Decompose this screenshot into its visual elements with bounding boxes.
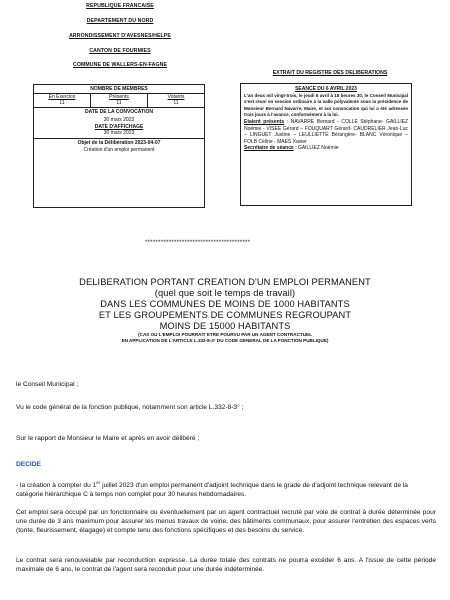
body-creation bbox=[16, 478, 436, 499]
members-votants-label: Votants bbox=[167, 94, 185, 101]
body-conseil: le Conseil Municipal ; bbox=[16, 381, 79, 388]
creation-text-b: juillet 2023 d'un emploi permanent d'adjoint technique dans le grade de d'adjoint technique relevant de la catégorie hiérarchique C à temps non complet pour 30 heures hebdomadaires. bbox=[16, 482, 408, 499]
secretary-label: Secrétaire de séance bbox=[244, 145, 294, 152]
members-votants-value: 11 bbox=[173, 100, 179, 107]
header-republique: REPUBLIQUE FRANCAISE bbox=[86, 3, 154, 9]
title-small-2: EN APPLICATION DE L'ARTICLE L.332-8-3° DU CODE GENERAL DE LA FONCTION PUBLIQUE) bbox=[121, 338, 329, 344]
seance-secretary bbox=[244, 145, 408, 152]
members-exercice-value: 11 bbox=[59, 100, 65, 107]
deliberation-object-desc: Création d'un emploi permanent bbox=[83, 146, 155, 153]
convocation-label: DATE DE LA CONVOCATION bbox=[85, 108, 153, 115]
members-col-votants bbox=[148, 94, 204, 106]
members-presents-label: Présents bbox=[109, 94, 129, 101]
header-commune: COMMUNE DE WALLERS-EN-FAGNE bbox=[72, 62, 168, 68]
creation-text-sup: er bbox=[96, 480, 101, 485]
convocation-date: 30 mars 2023 bbox=[103, 116, 135, 123]
title-line-4: ET LES GROUPEMENTS DE COMMUNES REGROUPANT bbox=[98, 310, 352, 320]
title-small-1: (CAS OU L'EMPLOI POURRAIT ETRE POURVU PAR UN AGENT CONTRACTUEL bbox=[138, 332, 312, 337]
members-box bbox=[33, 84, 205, 208]
seance-body: L'an deux mil vingt-trois, le jeudi 6 avril à 18 heures 30, le Conseil Municipal s'est réuni en session ordinaire à la salle polyvalente sous la présidence de Monsieur Bernard Navarre, Maire, et sur convocation qui lui a été adressée trois jours à l'avance, conformément à la loi. bbox=[244, 92, 408, 118]
title-line-3: DANS LES COMMUNES DE MOINS DE 1000 HABITANTS bbox=[100, 299, 350, 309]
deliberation-object: Objet de la Délibération 2023-04-07 bbox=[77, 140, 161, 147]
title-line-2: (quel que soit le temps de travail) bbox=[154, 288, 296, 298]
header-canton: CANTON DE FOURMIES bbox=[89, 48, 151, 54]
members-exercice-label: En Exercice bbox=[48, 94, 76, 101]
body-vu: Vu le code général de la fonction publique, notamment son article L.332-8-3° ; bbox=[16, 404, 244, 411]
affichage-label: DATE D'AFFICHAGE bbox=[94, 124, 144, 131]
body-renouvelable: Le contrat sera renouvelable par reconduction expresse. La durée totale des contrats ne pourra excéder 6 ans. A l'issue de cette période maximale de 6 ans, le contrat de l'agent sera reconduit pour une durée indéterminée. bbox=[16, 557, 436, 573]
seance-title: SEANCE DU 6 AVRIL 2023 bbox=[295, 86, 357, 92]
deliberation-title-block bbox=[40, 277, 410, 344]
seance-present bbox=[244, 119, 408, 145]
affichage-date: 30 mars 2023 bbox=[103, 130, 135, 137]
members-presents-value: 11 bbox=[116, 100, 122, 107]
members-col-exercice bbox=[34, 94, 91, 106]
registry-extract-title: EXTRAIT DU REGISTRE DES DELIBERATIONS bbox=[272, 70, 388, 76]
body-decide: DECIDE bbox=[16, 461, 41, 468]
body-rapport: Sur le rapport de Monsieur le Maire et après en avoir délibéré ; bbox=[16, 435, 200, 442]
members-title: NOMBRE DE MEMBRES bbox=[34, 85, 204, 94]
members-col-presents bbox=[91, 94, 148, 106]
header-departement: DEPARTEMENT DU NORD bbox=[86, 18, 154, 24]
seance-box bbox=[240, 83, 412, 206]
title-line-1: DELIBERATION PORTANT CREATION D'UN EMPLOI PERMANENT bbox=[79, 277, 371, 287]
separator-stars: **************************************** bbox=[145, 240, 251, 246]
header-arrondissement: ARRONDISSEMENT D'AVESNES/HELPE bbox=[69, 33, 171, 39]
secretary-name: : GAILLIEZ Noémie bbox=[293, 145, 339, 152]
body-occupation: Cet emploi sera occupé par un fonctionnaire ou éventuellement par un agent contractuel recruté par voie de contrat à durée déterminée pour une durée de 3 ans maximum pour assurer les menus travaux de voirie, des bâtiments communaux, pour assurer l'entretien des espaces verts (tonte, fleurissement, élagage) et compte tenu des fonctions spécifiques et des besoins du service. bbox=[16, 509, 436, 534]
title-line-5: MOINS DE 15000 HABITANTS bbox=[159, 321, 291, 331]
present-names: : NAVARRE Bernard - COLLE Stéphane- GAILLIEZ Noémie - VISEE Gérard – FOUQUART Gérard- CAUDRELIER Jean-Luc – LINGUET Justine – LEULLIETTE Bérangère- BLANC Véronique – FOLB Céline - MAES Xavier bbox=[244, 118, 409, 145]
present-label: Etaient présents bbox=[244, 118, 285, 125]
creation-text-a: - la création à compter du 1 bbox=[16, 482, 97, 490]
